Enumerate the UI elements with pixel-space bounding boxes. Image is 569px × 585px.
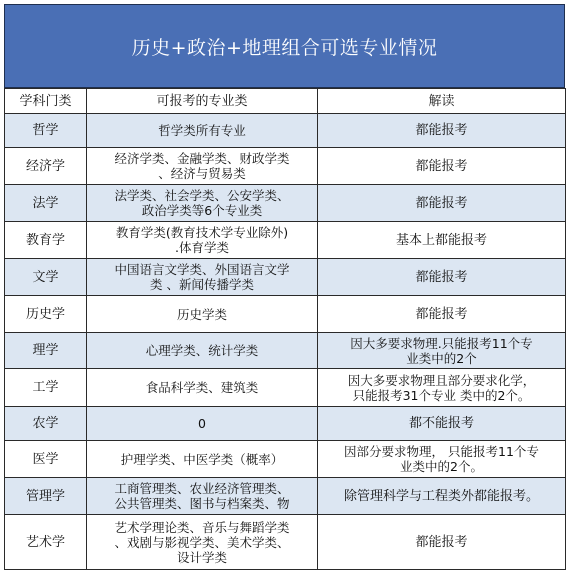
table-row: [5, 222, 566, 259]
note-line: 都能报考: [415, 306, 468, 322]
note-cell: [318, 259, 566, 296]
header-majors: 可报考的专业类: [87, 89, 318, 114]
header-category: 学科门类: [5, 89, 87, 114]
table-row: [5, 515, 566, 570]
note-line: 都能报考: [415, 269, 468, 285]
category-cell: 医学: [5, 441, 87, 478]
table-row: [5, 114, 566, 148]
majors-cell: [87, 259, 318, 296]
majors-line: 中国语言文学类、外国语言文学: [114, 262, 290, 277]
majors-cell: [87, 441, 318, 478]
majors-table: [4, 88, 566, 570]
category-cell: 文学: [5, 259, 87, 296]
majors-line: 心理学类、统计学类: [145, 343, 259, 358]
majors-line: 护理学类、中医学类（概率）: [120, 451, 284, 467]
majors-cell: [87, 114, 318, 148]
majors-cell: [87, 407, 318, 441]
majors-line: 、经济与贸易类: [158, 166, 246, 181]
note-cell: [318, 148, 566, 185]
note-cell: [318, 222, 566, 259]
category-cell: 经济学: [5, 148, 87, 185]
note-line: 因大多要求物理且部分要求化学，: [347, 372, 536, 388]
majors-line: 教育学类(教育技术学专业除外): [115, 225, 289, 240]
category-cell: 教育学: [5, 222, 87, 259]
majors-cell: [87, 478, 318, 515]
majors-line: 法学类、社会学类、公安学类、: [114, 188, 290, 203]
category-cell: 历史学: [5, 296, 87, 333]
note-line: 基本上都能报考: [395, 232, 487, 248]
table-row: [5, 441, 566, 478]
majors-line: 政治学类等6个专业类: [141, 203, 263, 218]
category-cell: 工学: [5, 369, 87, 407]
majors-cell: [87, 369, 318, 407]
note-line: 都能报考: [415, 123, 468, 138]
note-cell: [318, 185, 566, 222]
category-cell: 理学: [5, 333, 87, 369]
majors-cell: [87, 222, 318, 259]
majors-line: 食品科学类、建筑类: [145, 380, 259, 395]
note-line: 因部分要求物理， 只能报考11个专: [344, 444, 539, 459]
majors-cell: [87, 148, 318, 185]
note-cell: [318, 515, 566, 570]
note-line: 都能报考: [415, 534, 468, 550]
category-cell: 艺术学: [5, 515, 87, 570]
note-cell: [318, 407, 566, 441]
note-line: 除管理科学与工程类外都能报考。: [343, 488, 539, 504]
table-row: [5, 296, 566, 333]
majors-cell: [87, 333, 318, 369]
note-cell: [318, 441, 566, 478]
table-row: [5, 333, 566, 369]
majors-line: 艺术学理论类、音乐与舞蹈学类: [114, 519, 290, 535]
majors-cell: [87, 515, 318, 570]
table-row: [5, 369, 566, 407]
note-cell: [318, 296, 566, 333]
majors-line: 经济学类、金融学类、财政学类: [114, 151, 290, 166]
table-row: [5, 259, 566, 296]
note-line: 都不能报考: [408, 416, 474, 431]
majors-line: 公共管理类、图书与档案类、物: [114, 496, 290, 511]
note-line: 只能报考31个专业 类中的2个。: [352, 387, 531, 403]
header-row: [5, 89, 566, 114]
table-title: 历史+政治+地理组合可选专业情况: [4, 4, 565, 88]
majors-line: 哲学类所有专业: [158, 123, 246, 138]
majors-line: 设计学类: [176, 549, 227, 565]
header-note: 解读: [318, 89, 566, 114]
note-line: 业类中的2个。: [400, 459, 483, 474]
majors-line: 历史学类: [176, 306, 227, 322]
majors-line: 工商管理类、农业经济管理类、: [114, 481, 290, 496]
category-cell: 管理学: [5, 478, 87, 515]
table-row: [5, 148, 566, 185]
table-row: [5, 185, 566, 222]
note-cell: [318, 333, 566, 369]
majors-cell: [87, 296, 318, 333]
note-cell: [318, 114, 566, 148]
majors-cell: [87, 185, 318, 222]
table-row: [5, 407, 566, 441]
category-cell: 法学: [5, 185, 87, 222]
category-cell: 农学: [5, 407, 87, 441]
majors-line: 类 、新闻传播学类: [150, 277, 254, 292]
note-cell: [318, 369, 566, 407]
table-body: [5, 114, 566, 570]
majors-line: .体育学类: [175, 240, 229, 255]
table-row: [5, 478, 566, 515]
note-cell: [318, 478, 566, 515]
majors-line: 0: [198, 416, 206, 431]
note-line: 业类中的2个: [406, 350, 477, 366]
majors-line: 、戏剧与影视学类、美术学类、: [114, 534, 290, 550]
category-cell: 哲学: [5, 114, 87, 148]
note-line: 都能报考: [415, 195, 468, 211]
note-line: 因大多要求物理.只能报考11个专: [350, 335, 533, 351]
note-line: 都能报考: [415, 158, 468, 174]
